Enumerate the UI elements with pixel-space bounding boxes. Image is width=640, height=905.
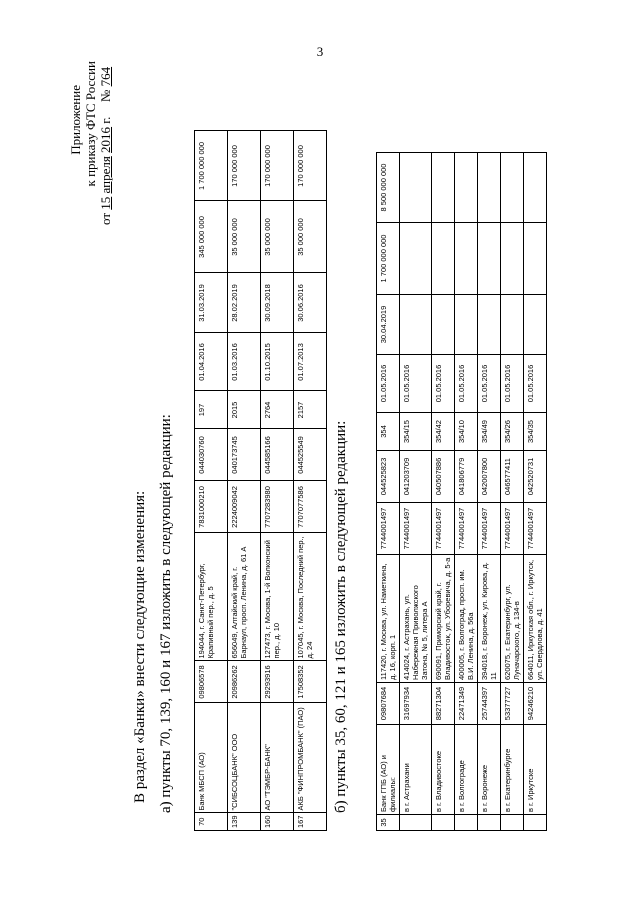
table-cell: 01.04.2016: [195, 333, 228, 391]
table-cell: [501, 815, 524, 831]
table-cell: 35 000 000: [294, 201, 327, 273]
table-cell: 167: [294, 813, 327, 831]
section-a-heading: а) пункты 70, 139, 160 и 167 изложить в следующей редакции:: [158, 414, 174, 813]
table-cell: [524, 223, 547, 295]
section-b-heading: б) пункты 35, 60, 121 и 165 изложить в следующей редакции:: [333, 420, 349, 813]
table-cell: 044585166: [261, 429, 294, 481]
table-cell: 35 000 000: [261, 201, 294, 273]
table-cell: [455, 153, 478, 223]
table-cell: 7744001497: [432, 503, 455, 555]
table-cell: в г. Екатеринбурге: [501, 725, 524, 815]
table-cell: 7744001497: [524, 503, 547, 555]
table-cell: 88271304: [432, 683, 455, 725]
table-cell: 2224009042: [228, 481, 261, 533]
table-cell: 127473, г. Москва, 1-й Волконский пер., д. 10: [261, 533, 294, 661]
table-cell: 354/26: [501, 413, 524, 451]
table-cell: в г. Иркутске: [524, 725, 547, 815]
table-cell: 107045, г. Москва, Последний пер., д. 24: [294, 533, 327, 661]
table-cell: 354/15: [400, 413, 432, 451]
table-cell: 7744001497: [478, 503, 501, 555]
table-cell: 7831000210: [195, 481, 228, 533]
table-cell: 01.10.2015: [261, 333, 294, 391]
table-cell: 197: [195, 391, 228, 429]
table-cell: 345 000 000: [195, 201, 228, 273]
appendix-order-line: [98, 55, 113, 225]
table-cell: в г. Астрахани: [400, 725, 432, 815]
table-cell: [524, 815, 547, 831]
table-row: [195, 131, 228, 831]
table-cell: 117420, г. Москва, ул. Наметкина, д. 16, корп. 1: [377, 555, 400, 683]
table-row: [377, 153, 400, 831]
table-cell: 170 000 000: [294, 131, 327, 201]
table-cell: 30.06.2016: [294, 273, 327, 333]
table-cell: 94246210: [524, 683, 547, 725]
table-row: [400, 153, 432, 831]
table-cell: Банк МБСП (АО): [195, 703, 228, 813]
table-cell: 041806779: [455, 451, 478, 503]
table-cell: [501, 153, 524, 223]
table-cell: 7707077586: [294, 481, 327, 533]
table-cell: 664011, Иркутская обл., г. Иркутск, ул. Свердлова, д. 41: [524, 555, 547, 683]
table-cell: [478, 295, 501, 355]
table-cell: [455, 223, 478, 295]
table-cell: 01.05.2016: [478, 355, 501, 413]
table-cell: 7744001497: [455, 503, 478, 555]
appendix-header: [68, 55, 113, 225]
table-cell: [501, 295, 524, 355]
table-cell: 414024, г. Астрахань, ул. Набережная Приволжского Затона, № 5, литера А: [400, 555, 432, 683]
table-cell: 044525823: [377, 451, 400, 503]
appendix-order-ref: к приказу ФТС России: [83, 61, 98, 187]
table-cell: 139: [228, 813, 261, 831]
table-row: [432, 153, 455, 831]
table-cell: 09807684: [377, 683, 400, 725]
table-cell: 354: [377, 413, 400, 451]
table-cell: 354/10: [455, 413, 478, 451]
table-cell: в г. Воронеже: [478, 725, 501, 815]
table-cell: 354/42: [432, 413, 455, 451]
table-row: [455, 153, 478, 831]
order-day: 15: [98, 196, 113, 210]
table-row: [261, 131, 294, 831]
order-number: 764: [98, 66, 113, 87]
table-cell: 8 500 000 000: [377, 153, 400, 223]
table-cell: 042520731: [524, 451, 547, 503]
table-cell: 01.05.2016: [400, 355, 432, 413]
table-cell: 170 000 000: [228, 131, 261, 201]
table-cell: 194044, г. Санкт-Петербург, Крапивный пер., д. 5: [195, 533, 228, 661]
order-number-sign: №: [98, 89, 113, 103]
table-cell: 70: [195, 813, 228, 831]
table-cell: АО "ТЭМБР-БАНК": [261, 703, 294, 813]
table-cell: 01.05.2016: [524, 355, 547, 413]
table-cell: 09806578: [195, 661, 228, 703]
table-cell: [432, 295, 455, 355]
table-row: [294, 131, 327, 831]
table-cell: 7744001497: [501, 503, 524, 555]
table-cell: 01.03.2016: [228, 333, 261, 391]
table-cell: 01.05.2016: [432, 355, 455, 413]
table-row: [524, 153, 547, 831]
order-month: апреля: [98, 156, 113, 194]
table-cell: [524, 153, 547, 223]
table-cell: 01.05.2016: [501, 355, 524, 413]
appendix-title: Приложение: [68, 85, 83, 155]
table-cell: 040507886: [432, 451, 455, 503]
table-cell: в г. Владивостоке: [432, 725, 455, 815]
table-cell: 31.03.2019: [195, 273, 228, 333]
table-cell: 2015: [228, 391, 261, 429]
table-cell: [455, 815, 478, 831]
table-cell: 044030760: [195, 429, 228, 481]
table-cell: 35 000 000: [228, 201, 261, 273]
table-cell: 29293916: [261, 661, 294, 703]
page-number: 3: [316, 44, 324, 59]
table-cell: [432, 815, 455, 831]
table-cell: 160: [261, 813, 294, 831]
table-cell: [400, 295, 432, 355]
table-cell: 042007800: [478, 451, 501, 503]
table-cell: 656049, Алтайский край, г. Барнаул, просп. Ленина, д. 61 А: [228, 533, 261, 661]
table-cell: 17508352: [294, 661, 327, 703]
table-cell: 170 000 000: [261, 131, 294, 201]
table-cell: Банк ГПБ (АО) и филиалы:: [377, 725, 400, 815]
table-cell: 041203709: [400, 451, 432, 503]
intro-text: В раздел «Банки» внести следующие изменения:: [132, 490, 148, 803]
table-cell: в г. Волгограде: [455, 725, 478, 815]
table-cell: 30.04.2019: [377, 295, 400, 355]
table-cell: 7744001497: [400, 503, 432, 555]
table-cell: 394018, г. Воронеж, ул. Кирова, д. 11: [478, 555, 501, 683]
table-cell: 53377727: [501, 683, 524, 725]
table-cell: 7707283980: [261, 481, 294, 533]
table-cell: [524, 295, 547, 355]
table-row: [501, 153, 524, 831]
table-cell: 046577411: [501, 451, 524, 503]
table-cell: 044525549: [294, 429, 327, 481]
table-cell: 2764: [261, 391, 294, 429]
table-cell: 22471349: [455, 683, 478, 725]
table-cell: 01.05.2016: [377, 355, 400, 413]
table-cell: 400005, г. Волгоград, просп. им. В.И. Ленина, д. 56а: [455, 555, 478, 683]
table-cell: [501, 223, 524, 295]
table-row: [228, 131, 261, 831]
table-cell: 2157: [294, 391, 327, 429]
table-cell: АКБ "ФИНПРОМБАНК" (ПАО): [294, 703, 327, 813]
table-cell: [400, 815, 432, 831]
table-cell: 28.02.2019: [228, 273, 261, 333]
table-cell: [455, 295, 478, 355]
table-cell: [432, 223, 455, 295]
table-cell: 35: [377, 815, 400, 831]
table-cell: 1 700 000 000: [377, 223, 400, 295]
table-cell: [432, 153, 455, 223]
banks-table-a: [194, 130, 327, 831]
table-row: [478, 153, 501, 831]
order-from-label: от: [98, 212, 113, 225]
table-cell: 30.09.2018: [261, 273, 294, 333]
table-cell: [400, 223, 432, 295]
table-cell: [478, 223, 501, 295]
table-cell: 25744397: [478, 683, 501, 725]
table-cell: 690091, Приморский край, г. Владивосток, ул. Уборевича, д. 5-а: [432, 555, 455, 683]
table-cell: 7744001497: [377, 503, 400, 555]
order-year: 2016: [98, 126, 113, 153]
order-year-suffix: г.: [98, 116, 113, 124]
table-cell: [400, 153, 432, 223]
table-cell: 040173745: [228, 429, 261, 481]
table-cell: 01.07.2013: [294, 333, 327, 391]
table-cell: 354/49: [478, 413, 501, 451]
table-cell: 31697934: [400, 683, 432, 725]
table-cell: [478, 153, 501, 223]
table-cell: 01.05.2016: [455, 355, 478, 413]
table-cell: 354/35: [524, 413, 547, 451]
table-cell: 20986262: [228, 661, 261, 703]
banks-table-b: [376, 152, 547, 831]
table-cell: [478, 815, 501, 831]
table-cell: "СИБСОЦБАНК" ООО: [228, 703, 261, 813]
table-cell: 620075, г. Екатеринбург, ул. Луначарского, д. 134-в: [501, 555, 524, 683]
table-cell: 1 700 000 000: [195, 131, 228, 201]
